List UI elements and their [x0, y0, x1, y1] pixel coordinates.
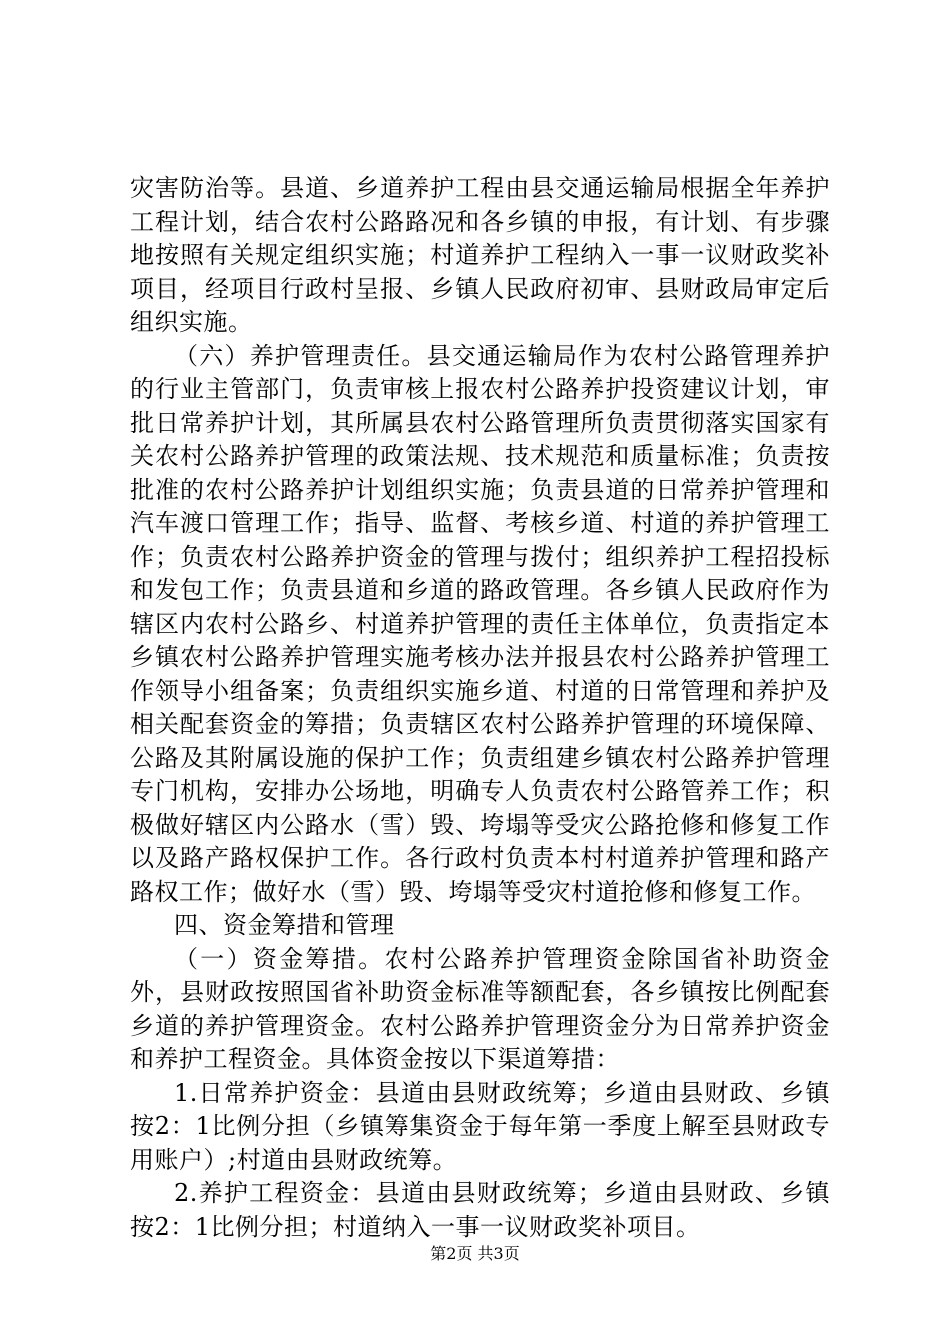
document-body [130, 172, 830, 1244]
page-footer [0, 1244, 950, 1264]
paragraph-daily-maintenance-funds: 1.日常养护资金：县道由县财政统筹；乡道由县财政、乡镇按2：1比例分担（乡镇筹集资金于每年第一季度上解至县财政专用账户）;村道由县财政统筹。 [130, 1078, 830, 1174]
paragraph-maintenance-project-funds: 2.养护工程资金：县道由县财政统筹；乡道由县财政、乡镇按2：1比例分担；村道纳入一事一议财政奖补项目。 [130, 1179, 830, 1241]
paragraph-funding-raising: （一）资金筹措。农村公路养护管理资金除国省补助资金外，县财政按照国省补助资金标准等额配套，各乡镇按比例配套乡道的养护管理资金。农村公路养护管理资金分为日常养护资金和养护工程资金。具体资金按以下渠道筹措： [130, 944, 830, 1073]
paragraph-maintenance-responsibility: （六）养护管理责任。县交通运输局作为农村公路管理养护的行业主管部门，负责审核上报农村公路养护投资建议计划，审批日常养护计划，其所属县农村公路管理所负责贯彻落实国家有关农村公路养护管理的政策法规、技术规范和质量标准；负责按批准的农村公路养护计划组织实施；负责县道的日常养护管理和汽车渡口管理工作；指导、监督、考核乡道、村道的养护管理工作；负责农村公路养护资金的管理与拨付；组织养护工程招投标和发包工作；负责县道和乡道的路政管理。各乡镇人民政府作为辖区内农村公路乡、村道养护管理的责任主体单位，负责指定本乡镇农村公路养护管理实施考核办法并报县农村公路养护管理工作领导小组备案；负责组织实施乡道、村道的日常管理和养护及相关配套资金的筹措；负责辖区农村公路养护管理的环境保障、公路及其附属设施的保护工作；负责组建乡镇农村公路养护管理专门机构，安排办公场地，明确专人负责农村公路管养工作；积极做好辖区内公路水（雪）毁、垮塌等受灾公路抢修和修复工作以及路产路权保护工作。各行政村负责本村村道养护管理和路产路权工作；做好水（雪）毁、垮塌等受灾村道抢修和修复工作。 [130, 341, 830, 906]
section-heading-funding: 四、资金筹措和管理 [174, 911, 395, 939]
page-number: 第2页 共3页 [430, 1244, 520, 1263]
paragraph-continuation: 灾害防治等。县道、乡道养护工程由县交通运输局根据全年养护工程计划，结合农村公路路况和各乡镇的申报，有计划、有步骤地按照有关规定组织实施；村道养护工程纳入一事一议财政奖补项目，经项目行政村呈报、乡镇人民政府初审、县财政局审定后组织实施。 [130, 174, 830, 336]
